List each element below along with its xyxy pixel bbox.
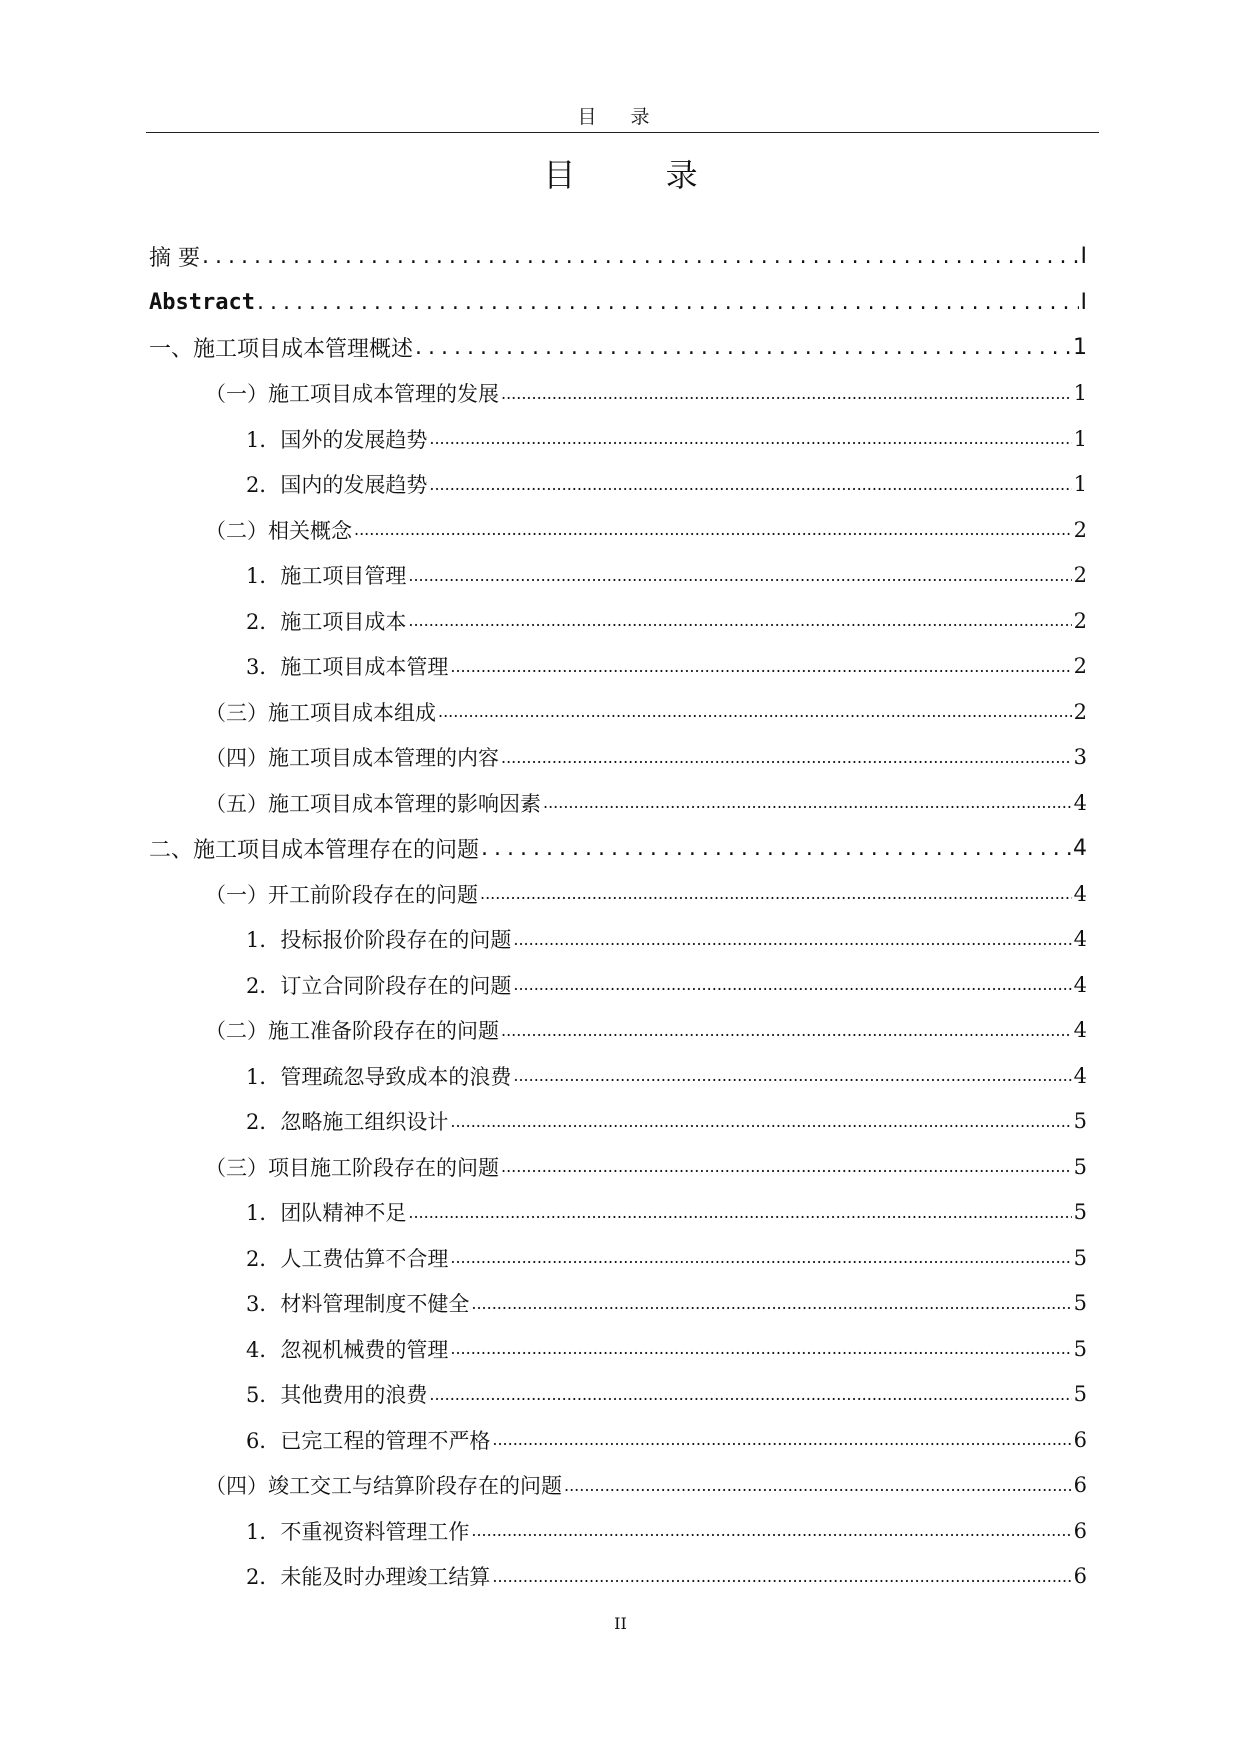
toc-entry-page: 1 bbox=[1073, 335, 1087, 361]
toc-entry[interactable] bbox=[149, 234, 1087, 280]
toc-entry-page: 2 bbox=[1073, 517, 1087, 542]
toc-entry-page: 2 bbox=[1073, 699, 1087, 724]
toc-entry[interactable] bbox=[149, 1099, 1087, 1145]
dot-leader bbox=[257, 290, 1079, 315]
dot-leader bbox=[450, 1112, 1071, 1131]
dot-leader bbox=[450, 1339, 1071, 1358]
toc-entry-label: 2．人工费估算不合理 bbox=[246, 1246, 449, 1271]
toc-entry-label: （三）施工项目成本组成 bbox=[205, 700, 436, 725]
toc-entry[interactable] bbox=[149, 826, 1087, 872]
toc-entry-label: 摘 要 bbox=[149, 246, 200, 272]
toc-entry-label: （二）相关概念 bbox=[205, 518, 352, 543]
toc-entry-page: 5 bbox=[1073, 1109, 1087, 1134]
dot-leader bbox=[501, 384, 1072, 403]
toc-entry[interactable] bbox=[149, 871, 1087, 917]
toc-entry-label: （二）施工准备阶段存在的问题 bbox=[205, 1019, 499, 1044]
toc-entry-page: 5 bbox=[1073, 1336, 1087, 1361]
page-title: 目 录 bbox=[543, 156, 738, 194]
toc-entry-label: 6．已完工程的管理不严格 bbox=[246, 1428, 491, 1453]
toc-entry-label: （四）施工项目成本管理的内容 bbox=[205, 746, 499, 771]
toc-entry[interactable] bbox=[149, 780, 1087, 826]
toc-entry-page: 2 bbox=[1073, 654, 1087, 679]
page-number: II bbox=[614, 1614, 627, 1633]
toc-entry[interactable] bbox=[149, 598, 1087, 644]
toc-entry-page: 5 bbox=[1073, 1382, 1087, 1407]
toc-entry-label: 1．投标报价阶段存在的问题 bbox=[246, 928, 512, 953]
toc-entry-page: 5 bbox=[1073, 1154, 1087, 1179]
toc-entry[interactable] bbox=[149, 553, 1087, 599]
dot-leader bbox=[429, 1385, 1071, 1404]
toc-entry-page: 2 bbox=[1073, 563, 1087, 588]
toc-entry-label: （一）施工项目成本管理的发展 bbox=[205, 382, 499, 407]
toc-entry-label: Abstract bbox=[149, 289, 255, 315]
dot-leader bbox=[501, 1021, 1072, 1040]
toc-entry-label: 2．忽略施工组织设计 bbox=[246, 1110, 449, 1135]
dot-leader bbox=[492, 1567, 1071, 1586]
toc-entry-page: 1 bbox=[1073, 381, 1087, 406]
toc-entry[interactable] bbox=[149, 1008, 1087, 1054]
dot-leader bbox=[429, 475, 1071, 494]
toc-entry-label: 3．材料管理制度不健全 bbox=[246, 1292, 470, 1317]
toc-entry-label: （四）竣工交工与结算阶段存在的问题 bbox=[205, 1474, 562, 1499]
toc-entry-page: 3 bbox=[1073, 745, 1087, 770]
toc-entry-page: 5 bbox=[1073, 1291, 1087, 1316]
toc-entry-label: 2．订立合同阶段存在的问题 bbox=[246, 973, 512, 998]
toc-entry[interactable] bbox=[149, 1326, 1087, 1372]
toc-entry-label: 1．不重视资料管理工作 bbox=[246, 1519, 470, 1544]
toc-entry-label: （一）开工前阶段存在的问题 bbox=[205, 882, 478, 907]
toc-entry-page: 1 bbox=[1073, 426, 1087, 451]
toc-entry-page: I bbox=[1080, 244, 1087, 270]
dot-leader bbox=[408, 611, 1071, 630]
dot-leader bbox=[408, 566, 1071, 585]
toc-entry-label: 1．国外的发展趋势 bbox=[246, 427, 428, 452]
dot-leader bbox=[513, 930, 1071, 949]
dot-leader bbox=[471, 1521, 1071, 1540]
dot-leader bbox=[492, 1430, 1071, 1449]
toc-entry-page: 4 bbox=[1073, 1063, 1087, 1088]
toc-entry-label: 1．团队精神不足 bbox=[246, 1201, 407, 1226]
header-rule bbox=[146, 132, 1099, 133]
toc-entry[interactable] bbox=[149, 917, 1087, 963]
dot-leader bbox=[501, 1157, 1072, 1176]
table-of-contents bbox=[149, 234, 1087, 1599]
toc-entry[interactable] bbox=[149, 1144, 1087, 1190]
toc-entry-page: 1 bbox=[1073, 472, 1087, 497]
toc-entry-page: 4 bbox=[1073, 790, 1087, 815]
toc-entry[interactable] bbox=[149, 1417, 1087, 1463]
toc-entry-label: （五）施工项目成本管理的影响因素 bbox=[205, 791, 541, 816]
toc-entry-label: 5．其他费用的浪费 bbox=[246, 1383, 428, 1408]
toc-entry-label: 1．施工项目管理 bbox=[246, 564, 407, 589]
toc-entry-label: 2．施工项目成本 bbox=[246, 609, 407, 634]
toc-entry-page: 4 bbox=[1073, 1018, 1087, 1043]
toc-entry[interactable] bbox=[149, 1372, 1087, 1418]
toc-entry-label: （三）项目施工阶段存在的问题 bbox=[205, 1155, 499, 1180]
toc-entry-label: 3．施工项目成本管理 bbox=[246, 655, 449, 680]
toc-entry-label: 二、施工项目成本管理存在的问题 bbox=[149, 837, 480, 863]
toc-entry[interactable] bbox=[149, 507, 1087, 553]
toc-entry-page: I bbox=[1080, 289, 1087, 315]
toc-entry-page: 6 bbox=[1073, 1427, 1087, 1452]
dot-leader bbox=[480, 884, 1072, 903]
dot-leader bbox=[501, 748, 1072, 767]
dot-leader bbox=[429, 429, 1071, 448]
toc-entry-label: 2．未能及时办理竣工结算 bbox=[246, 1565, 491, 1590]
toc-entry-label: 一、施工项目成本管理概述 bbox=[149, 337, 414, 363]
toc-entry-page: 2 bbox=[1073, 608, 1087, 633]
dot-leader bbox=[450, 657, 1071, 676]
toc-entry[interactable] bbox=[149, 325, 1087, 371]
toc-entry[interactable] bbox=[149, 1554, 1087, 1600]
toc-entry-page: 5 bbox=[1073, 1245, 1087, 1270]
dot-leader bbox=[564, 1476, 1072, 1495]
toc-entry[interactable] bbox=[149, 416, 1087, 462]
toc-entry[interactable] bbox=[149, 962, 1087, 1008]
toc-entry[interactable] bbox=[149, 735, 1087, 781]
toc-entry-page: 6 bbox=[1073, 1473, 1087, 1498]
dot-leader bbox=[450, 1248, 1071, 1267]
toc-entry[interactable] bbox=[149, 280, 1087, 326]
dot-leader bbox=[354, 520, 1072, 539]
toc-entry[interactable] bbox=[149, 462, 1087, 508]
toc-entry[interactable] bbox=[149, 1508, 1087, 1554]
toc-entry-label: 2．国内的发展趋势 bbox=[246, 473, 428, 498]
dot-leader bbox=[202, 244, 1079, 269]
dot-leader bbox=[408, 1203, 1071, 1222]
toc-entry[interactable] bbox=[149, 1190, 1087, 1236]
toc-entry-page: 6 bbox=[1073, 1518, 1087, 1543]
toc-entry[interactable] bbox=[149, 644, 1087, 690]
toc-entry-page: 6 bbox=[1073, 1564, 1087, 1589]
toc-entry-page: 4 bbox=[1073, 927, 1087, 952]
toc-entry-page: 4 bbox=[1073, 881, 1087, 906]
dot-leader bbox=[415, 335, 1071, 360]
dot-leader bbox=[513, 1066, 1071, 1085]
running-header: 目 录 bbox=[577, 106, 664, 128]
toc-entry[interactable] bbox=[149, 371, 1087, 417]
toc-entry[interactable] bbox=[149, 1281, 1087, 1327]
toc-entry-page: 4 bbox=[1073, 972, 1087, 997]
dot-leader bbox=[471, 1294, 1071, 1313]
dot-leader bbox=[513, 975, 1071, 994]
toc-entry-label: 4．忽视机械费的管理 bbox=[246, 1337, 449, 1362]
dot-leader bbox=[438, 702, 1072, 721]
toc-entry[interactable] bbox=[149, 1463, 1087, 1509]
toc-entry-page: 4 bbox=[1073, 835, 1087, 861]
toc-entry[interactable] bbox=[149, 1235, 1087, 1281]
toc-entry[interactable] bbox=[149, 689, 1087, 735]
toc-entry[interactable] bbox=[149, 1053, 1087, 1099]
toc-entry-label: 1．管理疏忽导致成本的浪费 bbox=[246, 1064, 512, 1089]
toc-entry-page: 5 bbox=[1073, 1200, 1087, 1225]
dot-leader bbox=[481, 836, 1071, 861]
dot-leader bbox=[543, 793, 1072, 812]
